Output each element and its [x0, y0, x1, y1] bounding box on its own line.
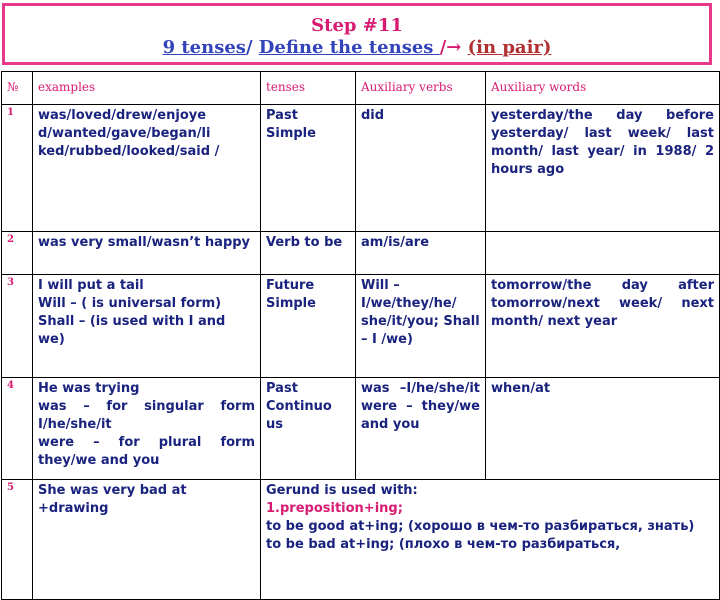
table-row — [2, 232, 720, 275]
task-title — [5, 37, 709, 59]
row-number: 5 — [2, 480, 33, 600]
header-examples: examples — [33, 72, 261, 105]
tense-cell: Future Simple — [261, 275, 356, 378]
examples-cell: was very small/wasn’t happy — [33, 232, 261, 275]
tenses-table — [1, 71, 720, 600]
gerund-intro: Gerund is used with: — [266, 483, 418, 498]
row-number: 3 — [2, 275, 33, 378]
examples-cell — [33, 275, 261, 378]
task-part-define: Define the tenses — [258, 37, 440, 58]
example-line: was – for singular form I/he/she/it — [38, 399, 255, 432]
aux-words-cell: yesterday/the day before yesterday/ last week/ last month/ last year/ in 1988/ 2 hours ago — [486, 105, 720, 232]
aux-words-cell: when/at — [486, 378, 720, 480]
header-tenses: tenses — [261, 72, 356, 105]
header-aux-words: Auxiliary words — [486, 72, 720, 105]
tense-cell: Past Simple — [261, 105, 356, 232]
example-line: He was trying — [38, 381, 140, 396]
aux-verbs-cell: was –I/he/she/it were – they/we and you — [356, 378, 486, 480]
examples-cell: She was very bad at +drawing — [33, 480, 261, 600]
task-separator-1: / — [245, 37, 259, 58]
header-number: № — [2, 72, 33, 105]
task-separator-2: /→ — [439, 37, 468, 58]
table-row — [2, 378, 720, 480]
example-line: I will put a tail — [38, 278, 144, 293]
aux-verbs-cell: Will – I/we/they/he/ she/it/you; Shall – I /we) — [356, 275, 486, 378]
examples-cell — [33, 378, 261, 480]
table-row — [2, 275, 720, 378]
example-line: Shall – (is used with I and we) — [38, 314, 226, 347]
aux-words-cell — [486, 232, 720, 275]
aux-verbs-cell: did — [356, 105, 486, 232]
header-aux-verbs: Auxiliary verbs — [356, 72, 486, 105]
aux-verbs-cell: am/is/are — [356, 232, 486, 275]
table-row — [2, 105, 720, 232]
gerund-example: to be bad at+ing; (плохо в чем-то разбираться, — [266, 537, 621, 552]
gerund-example: to be good at+ing; (хорошо в чем-то разбираться, знать) — [266, 519, 695, 534]
row-number: 2 — [2, 232, 33, 275]
tense-cell: Past Continuo us — [261, 378, 356, 480]
aux-words-cell: tomorrow/the day after tomorrow/next week/ next month/ next year — [486, 275, 720, 378]
gerund-rule: 1.preposition+ing; — [266, 501, 403, 516]
table-header-row — [2, 72, 720, 105]
title-box — [2, 3, 712, 65]
task-part-tenses: 9 tenses — [162, 37, 246, 58]
example-line: were – for plural form they/we and you — [38, 435, 255, 468]
row-number: 4 — [2, 378, 33, 480]
example-line: Will – ( is universal form) — [38, 296, 222, 311]
step-title: Step #11 — [311, 15, 403, 36]
examples-cell: was/loved/drew/enjoye d/wanted/gave/began/li ked/rubbed/looked/said / — [33, 105, 261, 232]
task-part-pair: (in pair) — [467, 37, 552, 58]
tense-cell: Verb to be — [261, 232, 356, 275]
row-number: 1 — [2, 105, 33, 232]
